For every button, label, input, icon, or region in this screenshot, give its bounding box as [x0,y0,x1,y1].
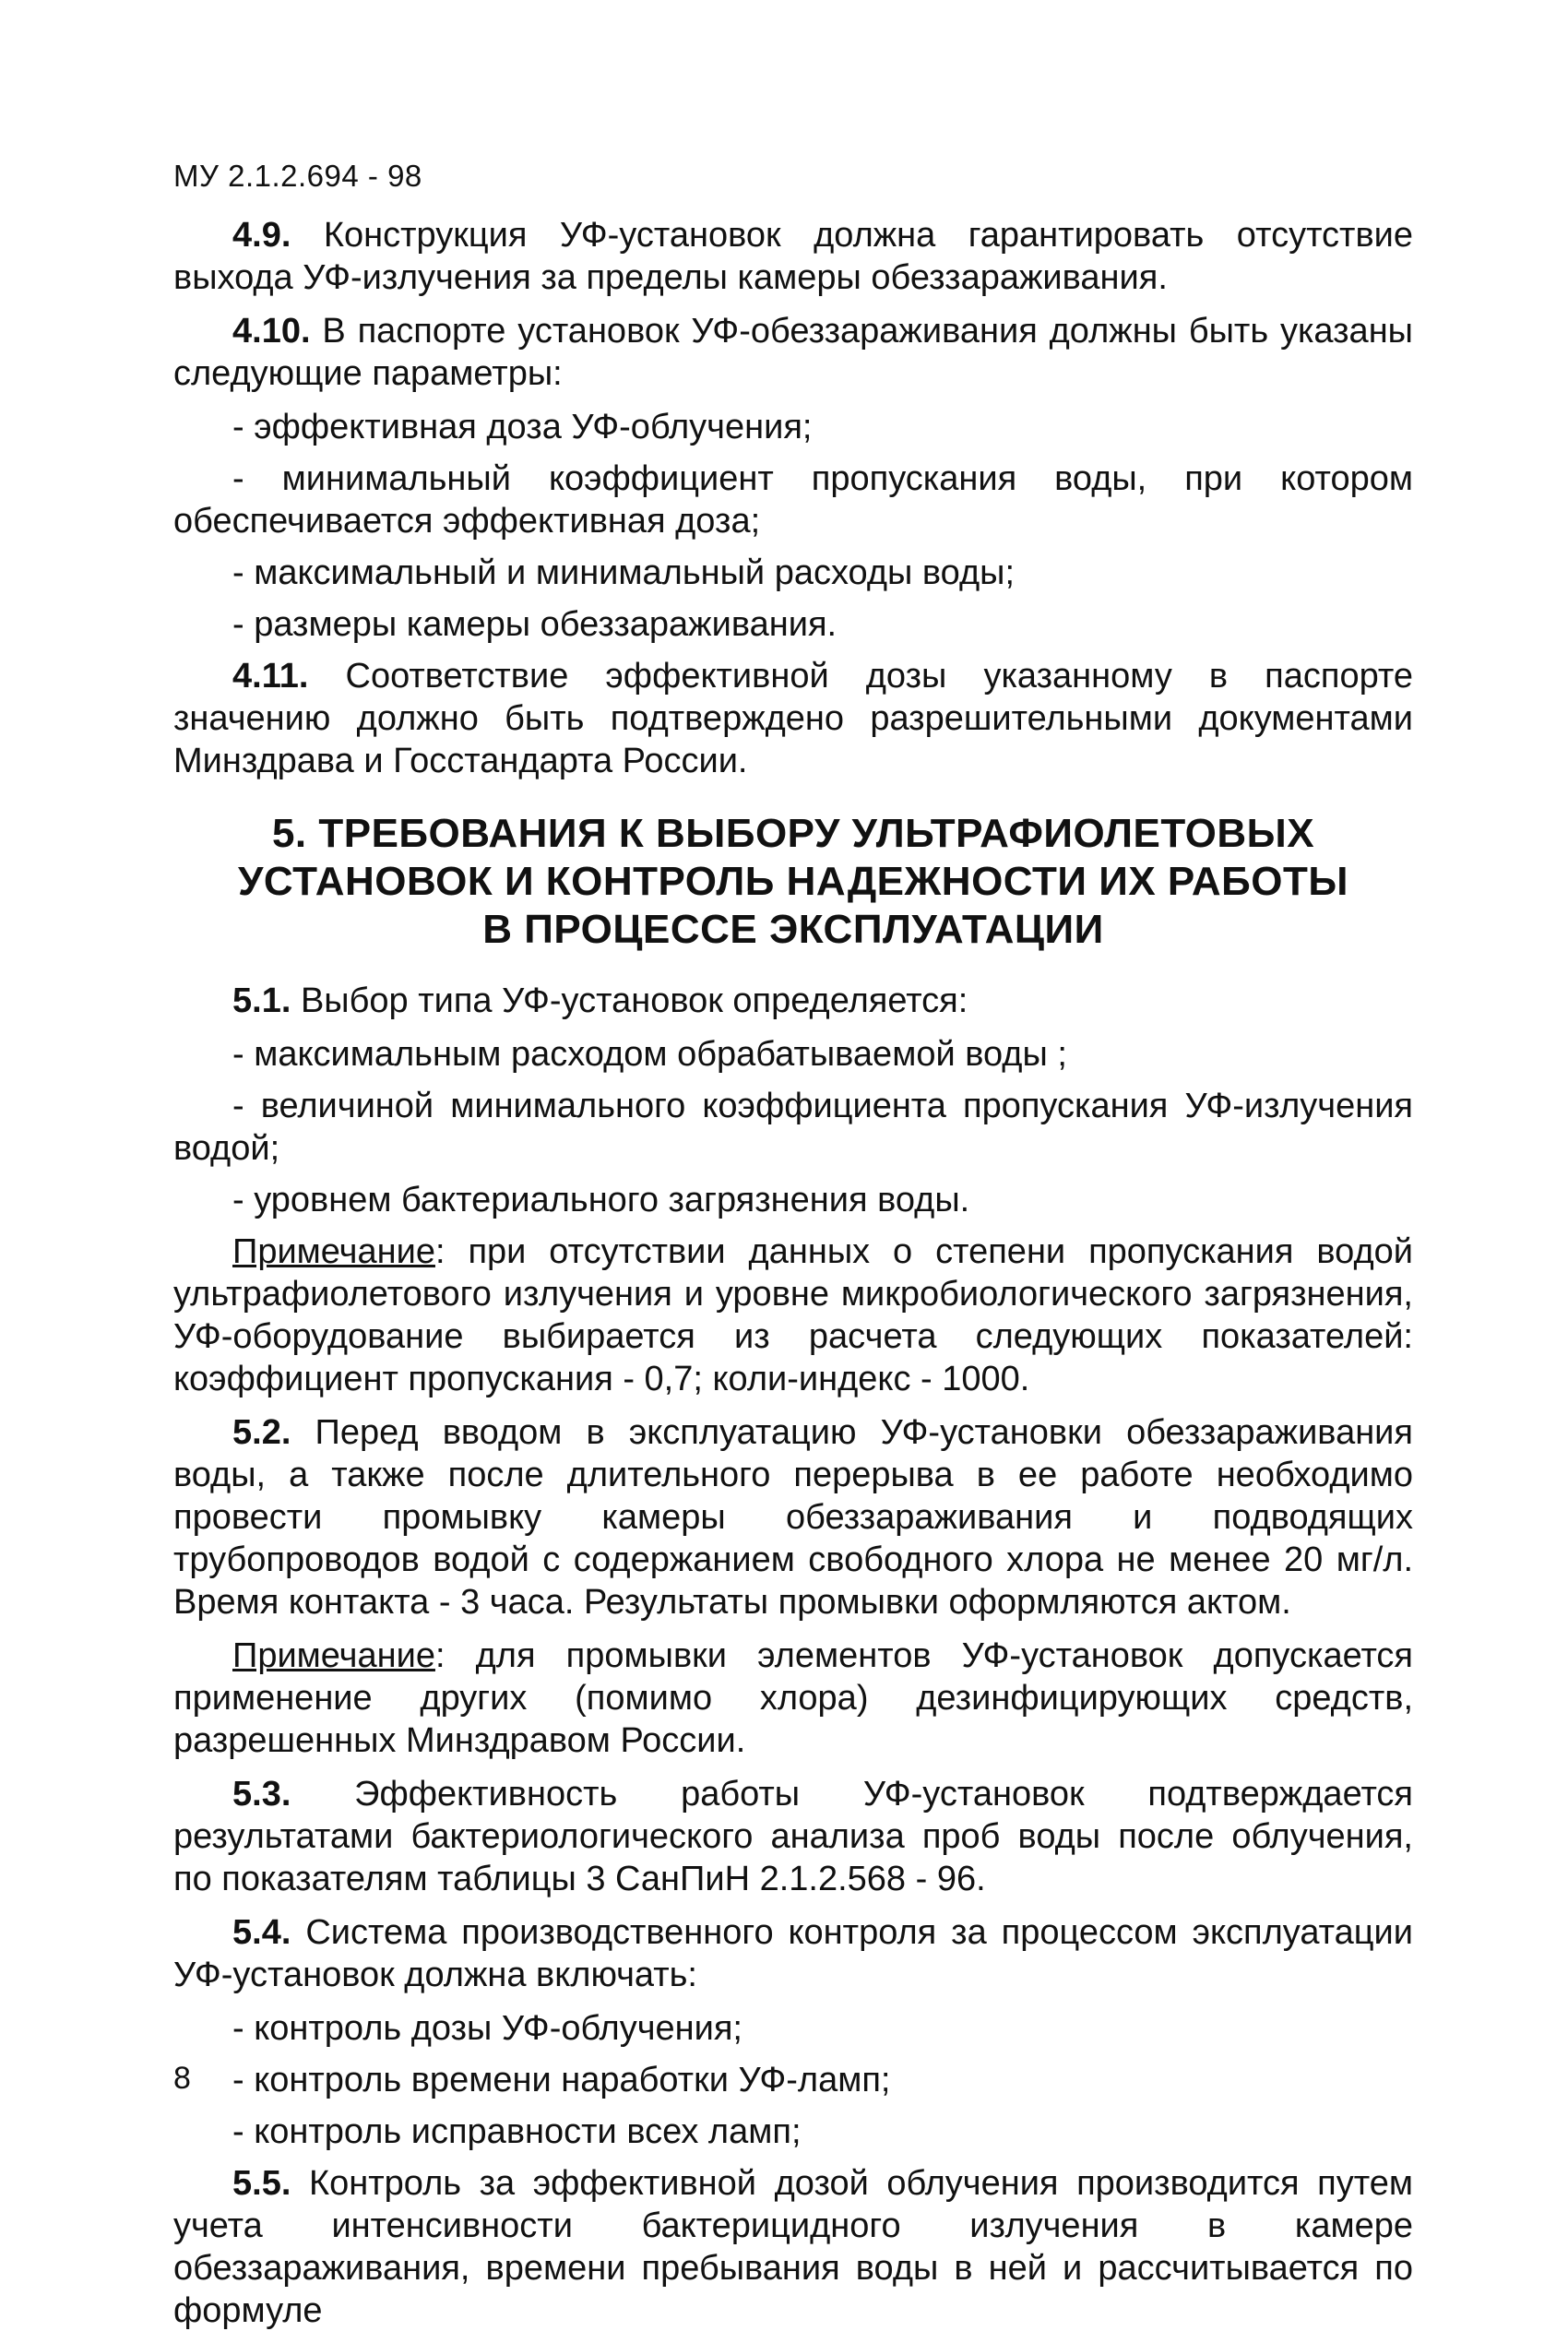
clause-text: Эффективность работы УФ-установок подтверждается результатами бактериологического анализа проб воды после облучения, по показателям таблицы 3 СанПиН 2.1.2.568 - 96. [173,1775,1413,1898]
paragraph-5-3 [173,1773,1413,1900]
clause-text: Соответствие эффективной дозы указанному в паспорте значению должно быть подтверждено разрешительными документами Минздрава и Госстандарта России. [173,657,1413,780]
note-text: : для промывки элементов УФ-установок допускается применение других (помимо хлора) дезинфицирующих средств, разрешенных Минздравом России. [173,1636,1413,1760]
paragraph-5-2 [173,1411,1413,1623]
clause-number: 4.11. [232,657,309,696]
list-item: - размеры камеры обеззараживания. [232,605,837,644]
list-item: - максимальный и минимальный расходы воды; [232,553,1016,592]
list-item: - контроль времени наработки УФ-ламп; [232,2061,891,2099]
list-item: - минимальный коэффициент пропускания воды, при котором обеспечивается эффективная доза; [173,459,1413,541]
list-item: - эффективная доза УФ-облучения; [232,408,813,446]
paragraph-5-5 [173,2162,1413,2332]
clause-number: 4.9. [232,216,291,255]
page-content [173,214,1413,2343]
clause-number: 5.4. [232,1913,291,1952]
note-text: : при отсутствии данных о степени пропускания водой ультрафиолетового излучения и уровне микробиологического загрязнения, УФ-оборудование выбирается из расчета следующих показателей: коэффициент пропускания - 0,7; коли-индекс - 1000. [173,1232,1413,1398]
document-id: МУ 2.1.2.694 - 98 [173,159,422,193]
clause-text: Система производственного контроля за процессом эксплуатации УФ-установок должна включать: [173,1913,1413,1994]
clause-text: Контроль за эффективной дозой облучения производится путем учета интенсивности бактерицидного излучения в камере обеззараживания, времени пребывания воды в ней и рассчитывается по формуле [173,2164,1413,2330]
list-item: - контроль дозы УФ-облучения; [232,2009,742,2048]
page-number: 8 [173,2061,191,2096]
paragraph-4-9 [173,214,1413,299]
clause-number: 4.10. [232,312,311,351]
paragraph-5-1 [173,980,1413,1022]
list-item: - уровнем бактериального загрязнения воды. [232,1181,970,1219]
clause-text: В паспорте установок УФ-обеззараживания должны быть указаны следующие параметры: [173,312,1413,393]
heading-line: 5. ТРЕБОВАНИЯ К ВЫБОРУ УЛЬТРАФИОЛЕТОВЫХ [271,811,1315,856]
note-1 [173,1231,1413,1400]
clause-text: Конструкция УФ-установок должна гарантировать отсутствие выхода УФ-излучения за пределы камеры обеззараживания. [173,216,1413,297]
note-2 [173,1635,1413,1762]
heading-line: В ПРОЦЕССЕ ЭКСПЛУАТАЦИИ [482,907,1104,952]
clause-number: 5.1. [232,981,291,1020]
list-item: - максимальным расходом обрабатываемой воды ; [232,1035,1067,1074]
note-label: Примечание [232,1232,435,1271]
section-5-heading [173,810,1413,954]
clause-number: 5.2. [232,1413,291,1452]
clause-number: 5.3. [232,1775,291,1814]
paragraph-4-10 [173,310,1413,395]
clause-text: Перед вводом в эксплуатацию УФ-установки обеззараживания воды, а также после длительного перерыва в ее работе необходимо провести промывку камеры обеззараживания и подводящих трубопроводов водой с содержанием свободного хлора не менее 20 мг/л. Время контакта - 3 часа. Результаты промывки оформляются актом. [173,1413,1413,1622]
clause-text: Выбор типа УФ-установок определяется: [291,981,968,1020]
heading-line: УСТАНОВОК И КОНТРОЛЬ НАДЕЖНОСТИ ИХ РАБОТЫ [238,859,1348,904]
paragraph-4-11 [173,655,1413,782]
list-item: - контроль исправности всех ламп; [232,2112,802,2151]
clause-number: 5.5. [232,2164,291,2203]
note-label: Примечание [232,1636,435,1675]
paragraph-5-4 [173,1911,1413,1996]
list-item: - величиной минимального коэффициента пропускания УФ-излучения водой; [173,1087,1413,1168]
